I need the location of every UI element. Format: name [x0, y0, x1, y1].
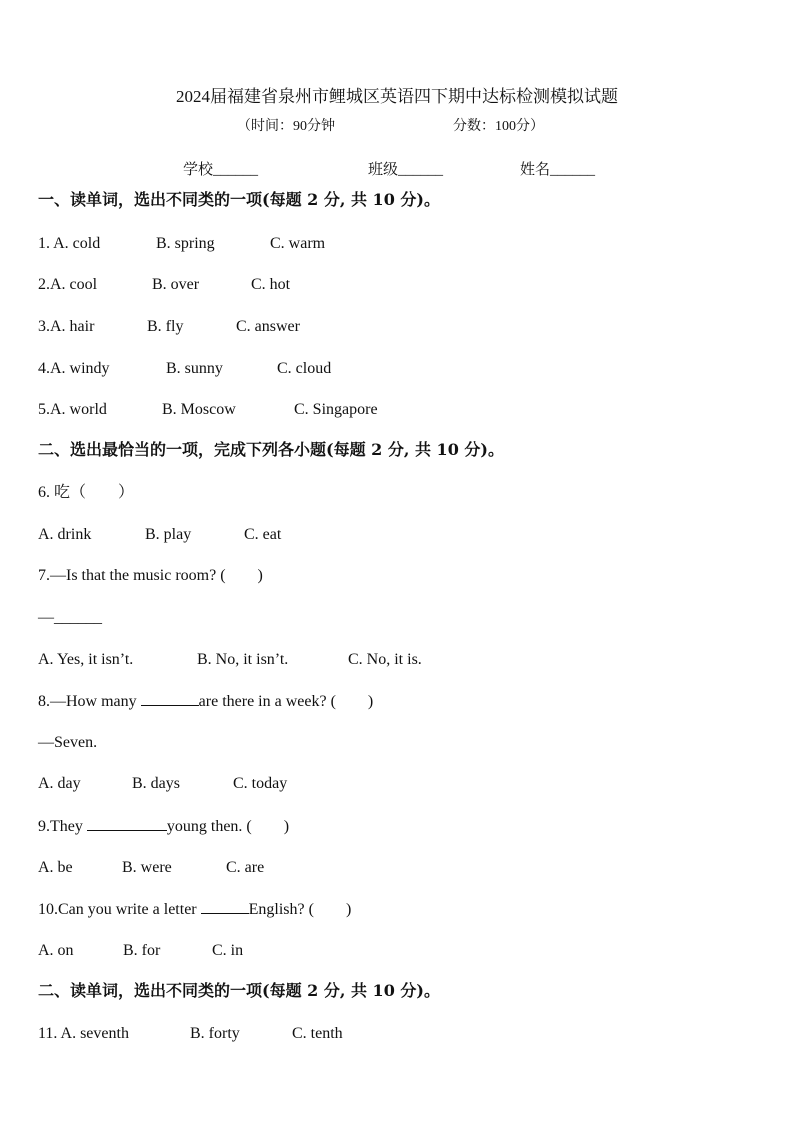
question-6: 6. 吃（ ） [38, 484, 135, 501]
question-8-option-a: A. day [38, 775, 81, 792]
question-10 [38, 899, 351, 920]
question-2-option-c: C. hot [251, 276, 291, 293]
question-8-option-b: B. days [132, 775, 180, 792]
question-9-stem-end: young then. ( ) [166, 818, 290, 835]
question-3: 3.A. hair [38, 318, 95, 335]
question-10-option-b: B. for [123, 942, 161, 959]
section-heading-2: 二、选出最恰当的一项，完成下列各小题(每题 2 分, 共 10 分)。 [38, 440, 504, 459]
question-5-option-c: C. Singapore [294, 401, 378, 418]
question-8 [38, 691, 373, 712]
question-10-stem-start: 10.Can you write a letter [38, 901, 197, 918]
question-9 [38, 816, 289, 837]
question-2-option-b: B. over [152, 276, 200, 293]
question-7-reply: —______ [38, 609, 102, 626]
name-field: 姓名______ [520, 162, 596, 178]
section-heading-1: 一、读单词，选出不同类的一项(每题 2 分, 共 10 分)。 [38, 190, 440, 209]
question-9-option-a: A. be [38, 859, 73, 876]
question-4: 4.A. windy [38, 360, 110, 377]
question-7-option-b: B. No, it isn’t. [197, 651, 289, 668]
answer-blank [87, 816, 167, 831]
question-7-option-a: A. Yes, it isn’t. [38, 651, 134, 668]
question-11-option-c: C. tenth [292, 1025, 343, 1042]
question-6-option-c: C. eat [244, 526, 282, 543]
exam-score: 分数：100分） [453, 119, 544, 134]
question-4-option-c: C. cloud [277, 360, 332, 377]
question-2: 2.A. cool [38, 276, 98, 293]
question-3-option-b: B. fly [147, 318, 184, 335]
question-7-option-c: C. No, it is. [348, 651, 422, 668]
exam-time: （时间：90分钟 [237, 119, 335, 134]
question-7: 7.—Is that the music room? ( ) [38, 567, 263, 584]
question-10-option-c: C. in [212, 942, 244, 959]
question-10-stem-end: English? ( ) [248, 901, 352, 918]
question-9-stem-start: 9.They [38, 818, 83, 835]
question-1-option-b: B. spring [156, 235, 215, 252]
question-4-option-b: B. sunny [166, 360, 223, 377]
question-11: 11. A. seventh [38, 1025, 129, 1042]
section-heading-3: 二、读单词，选出不同类的一项(每题 2 分, 共 10 分)。 [38, 981, 440, 1000]
question-8-reply: —Seven. [38, 734, 98, 751]
question-8-stem-end: are there in a week? ( ) [198, 693, 374, 710]
answer-blank [201, 899, 249, 914]
question-8-option-c: C. today [233, 775, 288, 792]
class-field: 班级______ [368, 162, 444, 178]
school-field: 学校______ [183, 162, 259, 178]
question-5-option-b: B. Moscow [162, 401, 236, 418]
question-3-option-c: C. answer [236, 318, 300, 335]
question-9-option-c: C. are [226, 859, 265, 876]
question-8-stem-start: 8.—How many [38, 693, 137, 710]
question-10-option-a: A. on [38, 942, 74, 959]
question-6-option-a: A. drink [38, 526, 92, 543]
question-9-option-b: B. were [122, 859, 172, 876]
question-1-option-c: C. warm [270, 235, 326, 252]
question-11-option-b: B. forty [190, 1025, 240, 1042]
question-5: 5.A. world [38, 401, 107, 418]
question-6-option-b: B. play [145, 526, 192, 543]
page-title: 2024届福建省泉州市鲤城区英语四下期中达标检测模拟试题 [176, 87, 618, 106]
answer-blank [141, 691, 199, 706]
question-1: 1. A. cold [38, 235, 101, 252]
